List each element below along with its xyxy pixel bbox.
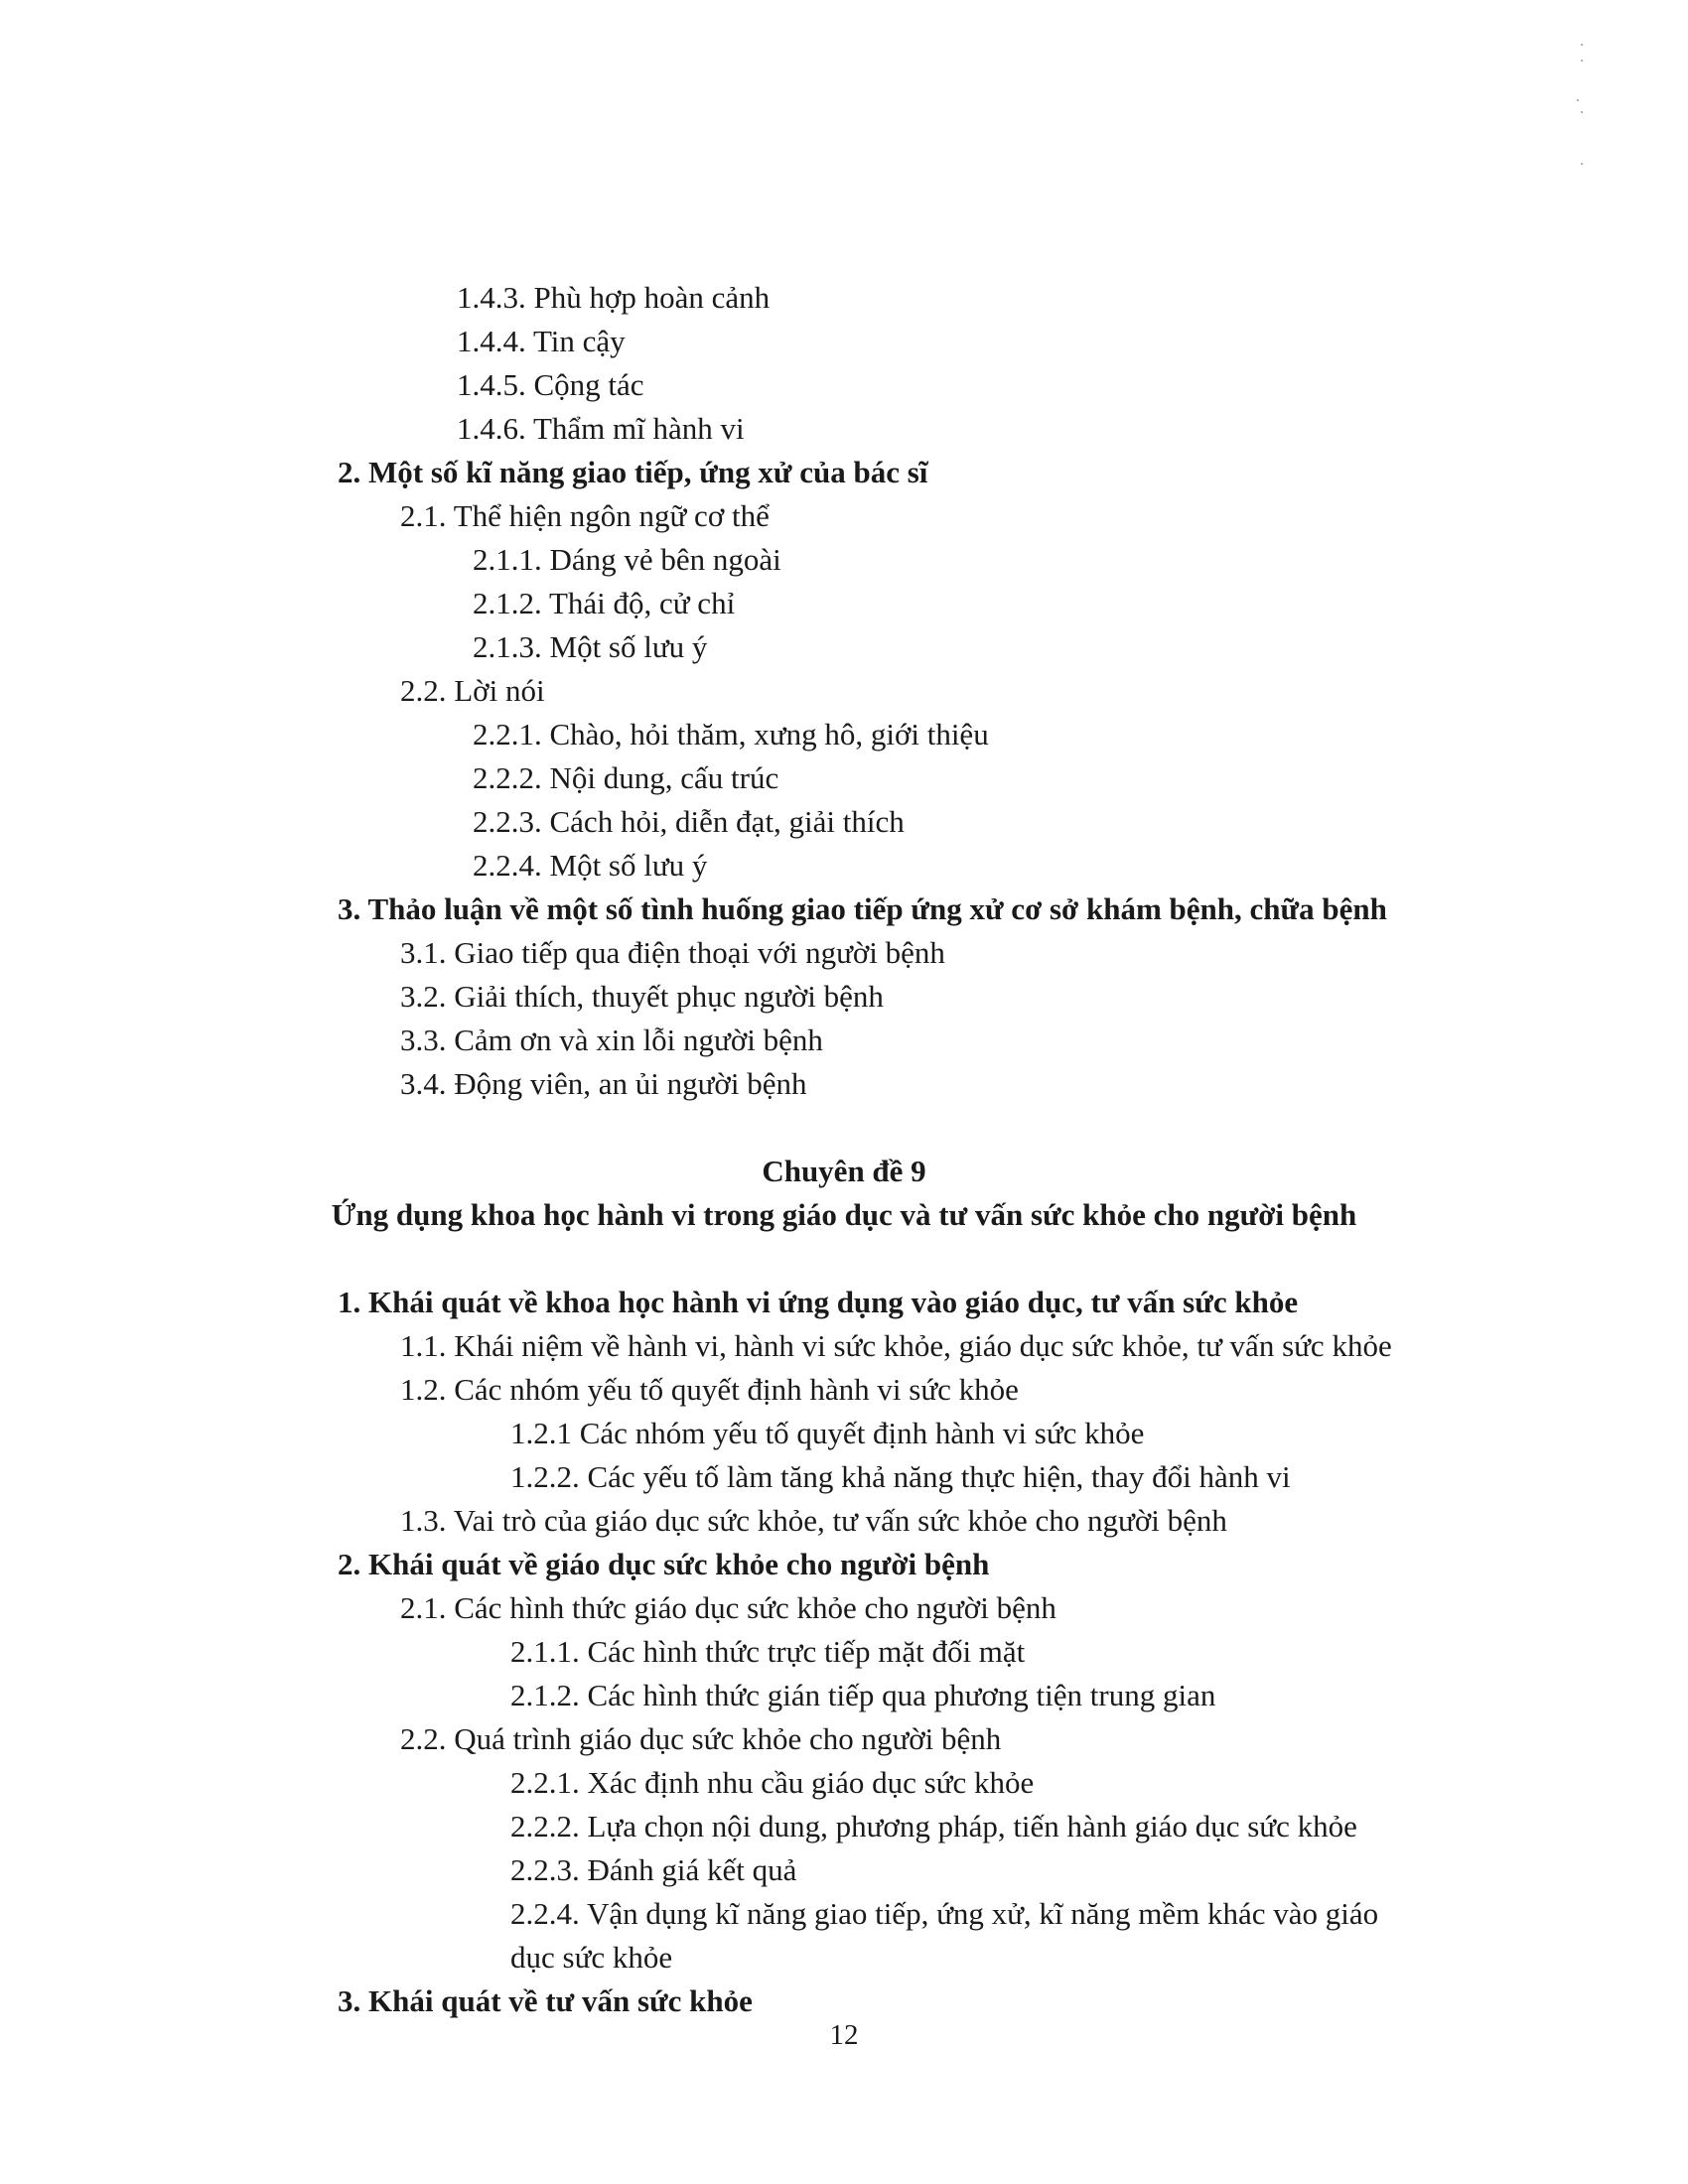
- scan-speck: [1581, 44, 1583, 46]
- chapter-label: Chuyên đề 9: [762, 1154, 926, 1188]
- section-heading-2: 2. Khái quát về giáo dục sức khỏe cho người bệnh: [338, 1547, 990, 1581]
- section-heading-2-top: 2. Một số kĩ năng giao tiếp, ứng xử của bác sĩ: [338, 455, 928, 489]
- scan-speck: [1581, 111, 1583, 113]
- outline-item-2-2-3-top: 2.2.3. Cách hỏi, diễn đạt, giải thích: [473, 804, 905, 839]
- outline-item-2-2-2-top: 2.2.2. Nội dung, cấu trúc: [473, 760, 779, 795]
- outline-item-2-1-2-top: 2.1.2. Thái độ, cử chỉ: [473, 586, 736, 620]
- outline-item-2-2-3: 2.2.3. Đánh giá kết quả: [510, 1852, 797, 1887]
- outline-item-2-2-top: 2.2. Lời nói: [400, 673, 545, 708]
- outline-item-3-1-top: 3.1. Giao tiếp qua điện thoại với người bệnh: [400, 935, 945, 970]
- outline-item-2-1-1: 2.1.1. Các hình thức trực tiếp mặt đối mặt: [510, 1634, 1026, 1669]
- scan-speck: [1581, 163, 1583, 165]
- outline-item-1-1: 1.1. Khái niệm về hành vi, hành vi sức khỏe, giáo dục sức khỏe, tư vấn sức khỏe: [400, 1328, 1392, 1363]
- outline-item-2-2-2: 2.2.2. Lựa chọn nội dung, phương pháp, tiến hành giáo dục sức khỏe: [510, 1809, 1357, 1843]
- outline-item-2-1: 2.1. Các hình thức giáo dục sức khỏe cho người bệnh: [400, 1590, 1056, 1625]
- outline-item-2-2-4: 2.2.4. Vận dụng kĩ năng giao tiếp, ứng xử, kĩ năng mềm khác vào giáo: [510, 1896, 1379, 1931]
- outline-item-2-2-1-top: 2.2.1. Chào, hỏi thăm, xưng hô, giới thiệu: [473, 717, 989, 751]
- section-heading-3-top: 3. Thảo luận về một số tình huống giao tiếp ứng xử cơ sở khám bệnh, chữa bệnh: [338, 891, 1387, 926]
- outline-item-1-2: 1.2. Các nhóm yếu tố quyết định hành vi sức khỏe: [400, 1372, 1019, 1407]
- outline-item-2-2: 2.2. Quá trình giáo dục sức khỏe cho người bệnh: [400, 1721, 1002, 1756]
- outline-item-2-1-1-top: 2.1.1. Dáng vẻ bên ngoài: [473, 542, 781, 577]
- outline-item-1-2-2: 1.2.2. Các yếu tố làm tăng khả năng thực hiện, thay đổi hành vi: [510, 1459, 1291, 1494]
- page-number: 12: [829, 2019, 859, 2051]
- outline-item-2-2-4-top: 2.2.4. Một số lưu ý: [473, 848, 708, 883]
- section-heading-1: 1. Khái quát về khoa học hành vi ứng dụng vào giáo dục, tư vấn sức khỏe: [338, 1285, 1299, 1319]
- outline-item-2-2-1: 2.2.1. Xác định nhu cầu giáo dục sức khỏe: [510, 1765, 1035, 1800]
- outline-item-2-1-top: 2.1. Thể hiện ngôn ngữ cơ thể: [400, 498, 770, 533]
- outline-item-2-1-2: 2.1.2. Các hình thức gián tiếp qua phương tiện trung gian: [510, 1678, 1216, 1712]
- outline-item-3-4-top: 3.4. Động viên, an ủi người bệnh: [400, 1066, 807, 1101]
- section-heading-3: 3. Khái quát về tư vấn sức khỏe: [338, 1983, 753, 2018]
- chapter-title: Ứng dụng khoa học hành vi trong giáo dục và tư vấn sức khỏe cho người bệnh: [331, 1197, 1357, 1232]
- outline-item-1-4-6: 1.4.6. Thẩm mĩ hành vi: [457, 411, 745, 446]
- outline-item-1-4-5: 1.4.5. Cộng tác: [457, 367, 644, 402]
- outline-item-3-2-top: 3.2. Giải thích, thuyết phục người bệnh: [400, 979, 884, 1014]
- outline-item-2-2-4-continued: dục sức khỏe: [510, 1940, 673, 1975]
- outline-item-1-2-1: 1.2.1 Các nhóm yếu tố quyết định hành vi sức khỏe: [510, 1416, 1145, 1450]
- scan-speck: [1577, 99, 1579, 101]
- scan-speck: [1581, 60, 1583, 62]
- outline-item-1-4-3: 1.4.3. Phù hợp hoàn cảnh: [457, 280, 771, 315]
- outline-item-1-3: 1.3. Vai trò của giáo dục sức khỏe, tư vấn sức khỏe cho người bệnh: [400, 1503, 1227, 1538]
- outline-item-2-1-3-top: 2.1.3. Một số lưu ý: [473, 629, 708, 664]
- outline-item-1-4-4: 1.4.4. Tin cậy: [457, 324, 626, 358]
- outline-item-3-3-top: 3.3. Cảm ơn và xin lỗi người bệnh: [400, 1023, 823, 1057]
